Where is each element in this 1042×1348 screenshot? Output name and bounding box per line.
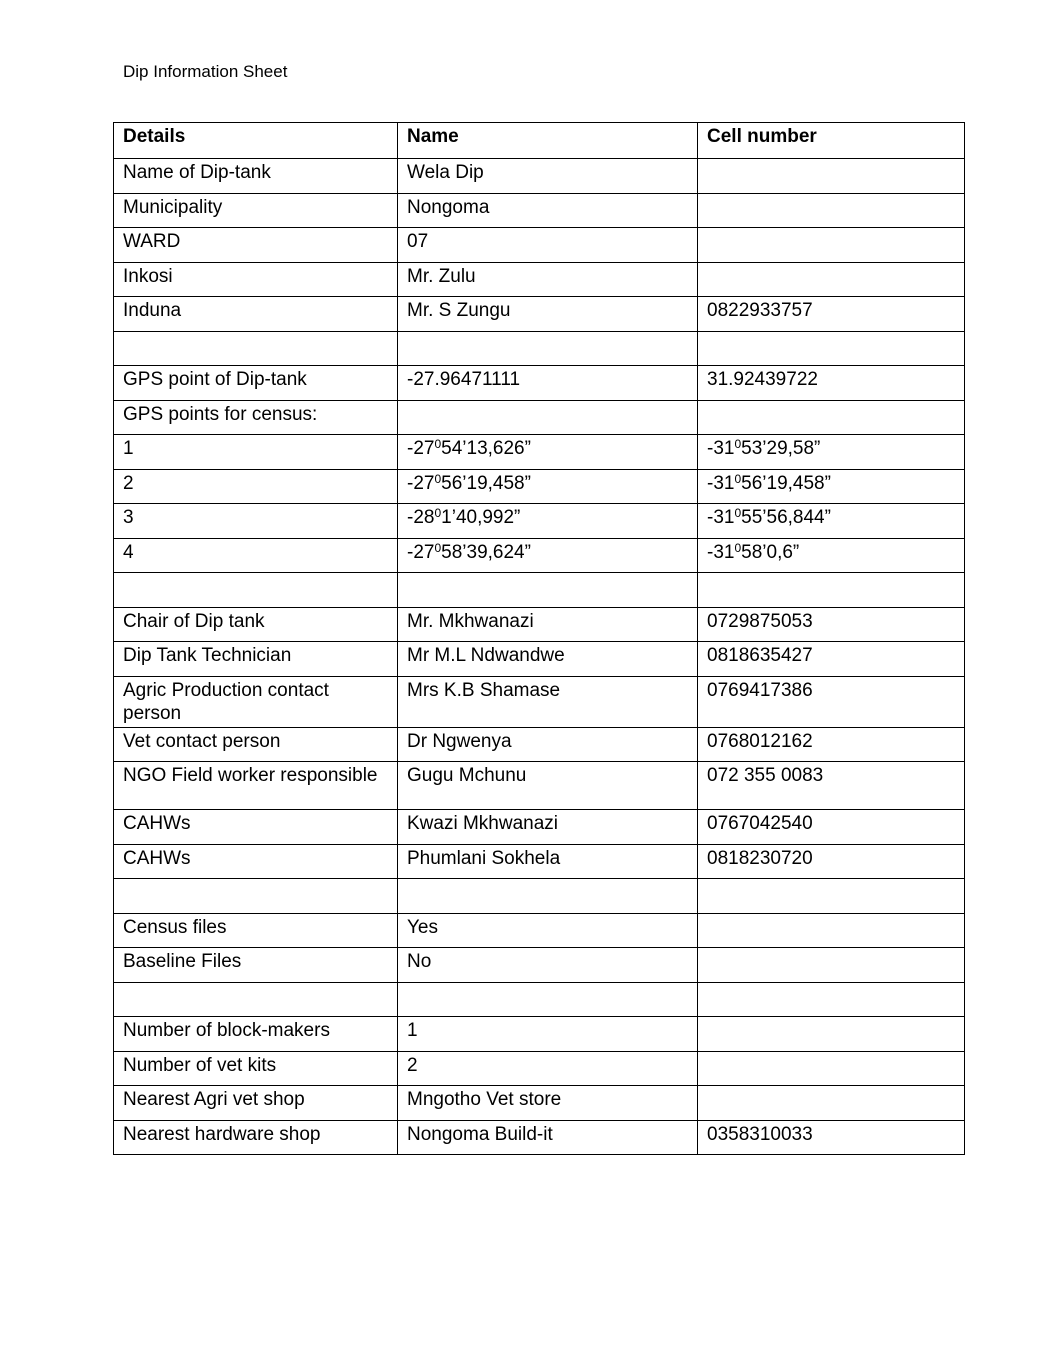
name-cell: Mr M.L Ndwandwe [398,642,698,677]
table-row [114,228,965,263]
cell-number-cell [698,913,965,948]
table-row [114,262,965,297]
degree-mark: 0 [734,471,742,486]
table-header-row [114,123,965,159]
cell-number-cell [698,1086,965,1121]
table-row [114,1086,965,1121]
name-cell [398,982,698,1017]
details-cell: 3 [114,504,398,539]
cell-number-cell [698,1017,965,1052]
cell-number-cell: 0767042540 [698,810,965,845]
table-row [114,469,965,504]
table-row [114,982,965,1017]
details-cell [114,331,398,366]
cell-number-cell [698,1051,965,1086]
details-cell: 4 [114,538,398,573]
table-row [114,913,965,948]
name-cell: No [398,948,698,983]
table-row [114,844,965,879]
table-row [114,727,965,762]
name-cell: Mr. Zulu [398,262,698,297]
details-cell: WARD [114,228,398,263]
name-cell: 07 [398,228,698,263]
table-row [114,573,965,608]
cell-number-cell: 0818635427 [698,642,965,677]
details-cell: Municipality [114,193,398,228]
cell-number-cell: 072 355 0083 [698,762,965,810]
cell-number-cell [698,228,965,263]
cell-number-cell [698,193,965,228]
table-row [114,297,965,332]
name-cell: $-27^058’39,624$” [398,538,698,573]
name-cell: Mrs K.B Shamase [398,676,698,727]
cell-number-cell: $-31^056’19,458$” [698,469,965,504]
table-row [114,366,965,401]
table-row [114,435,965,470]
cell-number-cell [698,331,965,366]
name-cell: 1 [398,1017,698,1052]
degree-mark: 0 [434,471,442,486]
name-cell [398,879,698,914]
name-cell [398,573,698,608]
table-row [114,607,965,642]
name-cell [398,331,698,366]
details-cell: Number of block-makers [114,1017,398,1052]
details-cell: 2 [114,469,398,504]
table-body [114,159,965,1155]
degree-mark: 0 [434,506,442,520]
name-cell: Yes [398,913,698,948]
name-cell: -27.96471111 [398,366,698,401]
degree-mark: 0 [434,437,442,451]
cell-number-cell [698,159,965,194]
cell-number-cell: 31.92439722 [698,366,965,401]
cell-number-cell: $-31^055’56,844$” [698,504,965,539]
name-cell: Wela Dip [398,159,698,194]
table-row [114,948,965,983]
cell-number-cell: $-31^058’0,6$” [698,538,965,573]
cell-number-cell [698,573,965,608]
name-cell [398,400,698,435]
cell-number-cell: 0768012162 [698,727,965,762]
details-cell [114,573,398,608]
details-cell: Nearest hardware shop [114,1120,398,1155]
details-cell: 1 [114,435,398,470]
name-cell: Kwazi Mkhwanazi [398,810,698,845]
name-cell: Nongoma [398,193,698,228]
cell-number-cell: 0822933757 [698,297,965,332]
details-cell [114,982,398,1017]
details-cell: Chair of Dip tank [114,607,398,642]
table-row [114,1017,965,1052]
table-row [114,400,965,435]
details-cell: CAHWs [114,844,398,879]
name-cell: 2 [398,1051,698,1086]
details-cell: Baseline Files [114,948,398,983]
details-cell: Inkosi [114,262,398,297]
table-row [114,642,965,677]
details-cell: Number of vet kits [114,1051,398,1086]
dip-info-table [113,122,965,1155]
cell-number-cell: 0818230720 [698,844,965,879]
details-cell: Dip Tank Technician [114,642,398,677]
table-row [114,193,965,228]
table-row [114,762,965,810]
name-cell: $-28^01’40,992$” [398,504,698,539]
details-cell: NGO Field worker responsible [114,762,398,810]
details-cell: GPS point of Dip-tank [114,366,398,401]
cell-number-cell: $-31^053’29,58$” [698,435,965,470]
details-cell: Name of Dip-tank [114,159,398,194]
cell-number-cell [698,982,965,1017]
details-cell: Nearest Agri vet shop [114,1086,398,1121]
table-row [114,676,965,727]
details-cell: Induna [114,297,398,332]
table-row [114,879,965,914]
table-row [114,1051,965,1086]
name-cell: Phumlani Sokhela [398,844,698,879]
name-cell: $-27^054’13,626$” [398,435,698,470]
header-details: Details [114,123,398,159]
name-cell: $-27^056’19,458$” [398,469,698,504]
degree-mark: 0 [734,437,742,451]
details-cell: CAHWs [114,810,398,845]
name-cell: Dr Ngwenya [398,727,698,762]
name-cell: Mr. S Zungu [398,297,698,332]
table-row [114,538,965,573]
name-cell: Mngotho Vet store [398,1086,698,1121]
details-cell: GPS points for census: [114,400,398,435]
table-row [114,504,965,539]
cell-number-cell [698,262,965,297]
cell-number-cell [698,948,965,983]
degree-mark: 0 [734,540,742,555]
name-cell: Nongoma Build-it [398,1120,698,1155]
details-cell: Vet contact person [114,727,398,762]
table-row [114,1120,965,1155]
header-name: Name [398,123,698,159]
table-row [114,331,965,366]
details-cell: Agric Production contact person [114,676,398,727]
page-title: Dip Information Sheet [123,62,288,81]
header-cell-number: Cell number [698,123,965,159]
details-cell [114,879,398,914]
degree-mark: 0 [434,540,442,555]
details-cell: Census files [114,913,398,948]
cell-number-cell [698,879,965,914]
table-row [114,810,965,845]
cell-number-cell [698,400,965,435]
cell-number-cell: 0769417386 [698,676,965,727]
cell-number-cell: 0358310033 [698,1120,965,1155]
name-cell: Mr. Mkhwanazi [398,607,698,642]
cell-number-cell: 0729875053 [698,607,965,642]
degree-mark: 0 [734,506,742,520]
name-cell: Gugu Mchunu [398,762,698,810]
table-row [114,159,965,194]
